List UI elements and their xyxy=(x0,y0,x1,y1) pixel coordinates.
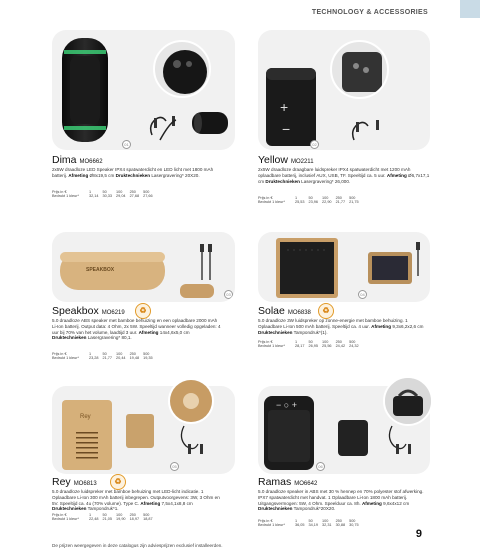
product-name: Dima xyxy=(52,154,77,166)
price-header-label: Prijs in € xyxy=(258,519,273,523)
price-100: 29,04 xyxy=(116,194,126,198)
price-header-label: Prijs in € xyxy=(258,340,273,344)
description-text: 5.0 draadloze ABS speaker met bamboe behuizing en een oplaadbare 2000 mAh Li-Ion batterij. Output data: 4 Ohm, 2x 5W. Speeltijd wanneer volledig opgeladen: 4 uur bij 70% van het volume, laadtijd 3 uur. xyxy=(52,318,221,335)
speaker-image xyxy=(52,30,235,150)
product-description xyxy=(52,318,222,341)
qty-1: 1 xyxy=(89,513,92,517)
photo-number: 05 xyxy=(170,462,179,471)
page-number: 9 xyxy=(415,528,422,540)
print-value: Tampondruk*1. xyxy=(86,506,119,512)
print-value: Lasergravering* 26,000. xyxy=(299,178,351,184)
price-250: 30,88 xyxy=(335,523,346,527)
size-value: Ø8x19,5 cm xyxy=(88,172,116,178)
size-value: 7,5x4,1x8,8 cm xyxy=(160,500,193,506)
logo-watermark: Rey xyxy=(80,414,91,420)
product-name: Rey xyxy=(52,476,71,488)
product-description xyxy=(52,489,224,512)
price-row-label: Bedrukt 1 kleur* xyxy=(258,344,286,348)
price-header-label: Prijs in € xyxy=(52,190,67,194)
description-text: 5.0 draadloze speaker in ABS met 30 % hennep en 70% polyester stof afwerking. IPX7 spatwaterdicht met handvat. 1 Oplaadbare Li-Ion 1800 mAh batterij. Uitgangsvermogen: 5W, 4 Ohm. Speelduur ca. 8h. xyxy=(258,489,424,506)
qty-250: 250 xyxy=(129,513,136,517)
price-row xyxy=(52,356,157,360)
qty-100: 100 xyxy=(322,519,329,523)
description-text: 5.0 draadloze 3W luidspreker op zonne-energie met bamboe behuizing. 1 Oplaadbare Li-Ion 500 mAh batterij. Speeltijd ca. 4 uur. xyxy=(258,318,408,329)
section-title: TECHNOLOGY & ACCESSORIES xyxy=(311,9,428,16)
price-500: 18,87 xyxy=(143,517,153,521)
qty-1: 1 xyxy=(295,340,298,344)
print-value: Tampondruk*(1). xyxy=(292,329,328,335)
qty-100: 100 xyxy=(116,513,123,517)
qty-50: 50 xyxy=(102,352,107,356)
price-table xyxy=(258,196,363,204)
photo-number: 04 xyxy=(358,290,367,299)
print-label: Druktechnieken xyxy=(52,506,87,512)
product-code: MO6642 xyxy=(294,481,318,487)
speaker-image xyxy=(258,232,430,302)
price-250: 27,68 xyxy=(129,194,140,198)
print-value: Lasergravering* 20X20. xyxy=(150,172,200,178)
qty-100: 100 xyxy=(116,190,123,194)
qty-50: 50 xyxy=(308,519,313,523)
price-table xyxy=(52,190,157,198)
price-250: 24,42 xyxy=(335,344,346,348)
price-table xyxy=(52,352,157,360)
svg-text:−: − xyxy=(282,121,291,137)
qty-50: 50 xyxy=(102,190,107,194)
print-label: Druktechnieken xyxy=(258,506,293,512)
size-label: Afmeting xyxy=(386,172,407,178)
eco-badge: ♻ xyxy=(110,474,126,490)
photo-number: 02 xyxy=(310,140,319,149)
price-row xyxy=(52,517,157,521)
detail-circle-yellow xyxy=(330,40,389,99)
price-50: 26,95 xyxy=(308,344,319,348)
price-1: 23,28 xyxy=(89,356,99,360)
product-photo-speakbox xyxy=(52,232,235,302)
print-value: Lasergravering* 80,1. xyxy=(86,335,132,341)
eco-badge: ♻ xyxy=(318,303,334,319)
price-500: 19,35 xyxy=(143,356,153,360)
price-table xyxy=(52,513,157,521)
eco-badge: ♻ xyxy=(135,303,151,319)
price-50: 34,19 xyxy=(308,523,319,527)
product-code: MO2211 xyxy=(290,159,314,165)
price-table xyxy=(258,340,363,348)
qty-100: 100 xyxy=(322,196,329,200)
price-header-label: Prijs in € xyxy=(52,513,67,517)
price-row xyxy=(52,194,157,198)
price-row xyxy=(258,344,363,348)
qty-500: 500 xyxy=(143,352,150,356)
product-title xyxy=(258,305,311,317)
price-1: 22,48 xyxy=(89,517,99,521)
price-100: 32,31 xyxy=(322,523,332,527)
price-1: 25,53 xyxy=(295,200,305,204)
product-description xyxy=(258,318,430,335)
qty-1: 1 xyxy=(295,519,298,523)
price-250: 19,48 xyxy=(129,356,140,360)
product-code: MO6838 xyxy=(287,310,311,316)
qty-500: 500 xyxy=(349,519,356,523)
qty-100: 100 xyxy=(116,352,123,356)
price-50: 21,05 xyxy=(102,517,113,521)
speaker-image xyxy=(52,232,235,302)
product-photo-solae xyxy=(258,232,430,302)
product-title xyxy=(52,154,103,166)
product-title xyxy=(258,154,314,166)
qty-50: 50 xyxy=(308,340,313,344)
description-text: 5.0 draadloze luidspreker met bamboe behuizing met LED-licht indicatie. 1 Oplaadbare Li-Ion 300 mAh batterij inbegrepen. Outputvoorgevens: 3W, 3 Ohm en 5V. Speeltijd ca. 4u (70% volume). Type C. xyxy=(52,489,220,506)
print-label: Druktechnieken xyxy=(258,329,293,335)
price-50: 30,33 xyxy=(102,194,113,198)
qty-50: 50 xyxy=(308,196,313,200)
product-description xyxy=(258,489,430,512)
price-row-label: Bedrukt 1 kleur* xyxy=(258,200,286,204)
price-500: 30,75 xyxy=(349,523,359,527)
qty-500: 500 xyxy=(143,190,150,194)
product-name: Speakbox xyxy=(52,305,99,317)
price-100: 19,90 xyxy=(116,517,126,521)
price-table xyxy=(258,519,363,527)
product-title xyxy=(258,476,317,488)
qty-250: 250 xyxy=(335,340,342,344)
print-label: Druktechnieken xyxy=(265,178,300,184)
price-row-label: Bedrukt 1 kleur* xyxy=(52,356,80,360)
size-label: Afmeting xyxy=(371,323,392,329)
qty-500: 500 xyxy=(349,340,356,344)
qty-250: 250 xyxy=(129,190,136,194)
product-description xyxy=(258,167,430,184)
product-title xyxy=(52,305,125,317)
footer-note: De prijzen weergegeven in deze catalogus zijn adviesprijzen exclusief installeerden. xyxy=(52,543,223,548)
price-row-label: Bedrukt 1 kleur* xyxy=(52,194,80,198)
price-1: 32,14 xyxy=(89,194,99,198)
price-250: 21,77 xyxy=(335,200,346,204)
price-500: 21,75 xyxy=(349,200,359,204)
detail-circle-rey xyxy=(168,378,214,424)
photo-number: 01 xyxy=(122,140,131,149)
description-text: 2x5W draadloze draagbare luidspreker IPX4 spatwaterdicht met 1200 mAh oplaadbare batterij, inclusief AUX, USB, TF. Speeltijd ca. 5 uur. xyxy=(258,167,411,178)
price-header-label: Prijs in € xyxy=(52,352,67,356)
price-100: 22,90 xyxy=(322,200,332,204)
detail-circle-dima xyxy=(153,40,211,98)
size-label: Afmeting xyxy=(68,172,89,178)
product-code: MO6219 xyxy=(101,310,125,316)
product-name: Solae xyxy=(258,305,285,317)
product-title xyxy=(52,476,97,488)
price-50: 21,77 xyxy=(102,356,113,360)
size-value: Ø6,7x17,1 cm xyxy=(258,172,430,184)
print-value: Tampondruk*20X20. xyxy=(292,506,336,512)
qty-250: 250 xyxy=(335,196,342,200)
price-100: 20,44 xyxy=(116,356,126,360)
qty-100: 100 xyxy=(322,340,329,344)
print-label: Druktechnieken xyxy=(52,335,87,341)
qty-250: 250 xyxy=(335,519,342,523)
photo-number: 06 xyxy=(316,462,325,471)
qty-250: 250 xyxy=(129,352,136,356)
size-value: 14x4,6x5,0 cm xyxy=(158,329,190,335)
price-row-label: Bedrukt 1 kleur* xyxy=(258,523,286,527)
price-500: 24,32 xyxy=(349,344,359,348)
price-250: 18,97 xyxy=(129,517,140,521)
product-code: MO6813 xyxy=(73,481,97,487)
qty-1: 1 xyxy=(89,190,92,194)
size-label: Afmeting xyxy=(138,329,159,335)
product-description xyxy=(52,167,222,179)
detail-circle-ramas xyxy=(383,376,433,426)
price-500: 27,66 xyxy=(143,194,153,198)
price-50: 23,96 xyxy=(308,200,319,204)
section-tab xyxy=(460,0,480,18)
qty-500: 500 xyxy=(349,196,356,200)
qty-500: 500 xyxy=(143,513,150,517)
qty-1: 1 xyxy=(295,196,298,200)
svg-text:+: + xyxy=(280,99,289,115)
price-100: 25,56 xyxy=(322,344,332,348)
price-1: 36,05 xyxy=(295,523,305,527)
logo-watermark: SPEAKBOX xyxy=(86,267,115,273)
photo-number: 03 xyxy=(224,290,233,299)
size-value: 9,6x4x12 cm xyxy=(381,500,410,506)
print-label: Druktechnieken xyxy=(115,172,151,178)
product-name: Yellow xyxy=(258,154,288,166)
product-name: Ramas xyxy=(258,476,292,488)
qty-1: 1 xyxy=(89,352,92,356)
svg-text:− ○ +: − ○ + xyxy=(276,400,297,410)
price-row-label: Bedrukt 1 kleur* xyxy=(52,517,80,521)
size-label: Afmeting xyxy=(361,500,382,506)
description-text: 2x5W draadloze LED Speaker IPX4 spatwaterdicht en LED licht met 1800 mAh batterij. xyxy=(52,167,214,178)
product-code: MO6662 xyxy=(79,159,103,165)
size-label: Afmeting xyxy=(140,500,161,506)
qty-50: 50 xyxy=(102,513,107,517)
product-photo-dima xyxy=(52,30,235,150)
size-value: 9,3x6,2x2,6 cm xyxy=(391,323,424,329)
price-header-label: Prijs in € xyxy=(258,196,273,200)
price-row xyxy=(258,523,363,527)
price-row xyxy=(258,200,363,204)
price-1: 28,17 xyxy=(295,344,305,348)
